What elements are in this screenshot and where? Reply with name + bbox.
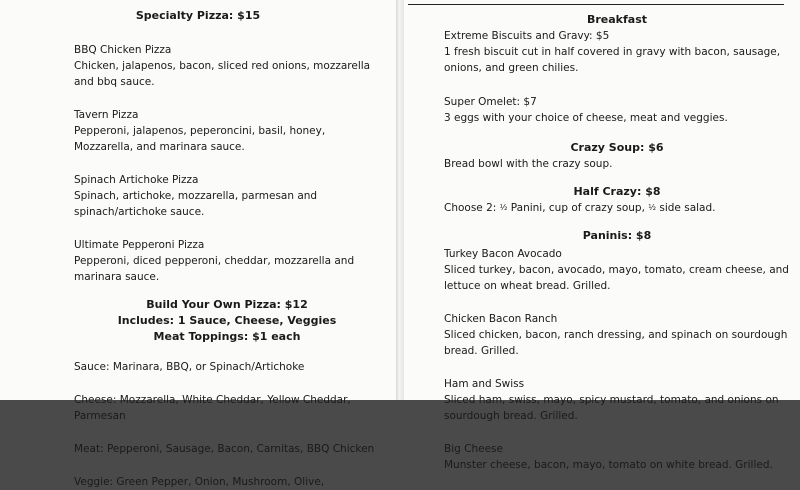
half-crazy-part-b: side salad. [656, 202, 716, 214]
pizza-description: Pepperoni, jalapenos, peperoncini, basil, honey, Mozzarella, and marinara sauce. [74, 125, 326, 153]
item-description: 3 eggs with your choice of cheese, meat and veggies. [444, 112, 728, 124]
panini-description: Sliced chicken, bacon, ranch dressing, and spinach on sourdough bread. Grilled. [444, 329, 788, 357]
panini-name: Big Cheese [444, 443, 503, 455]
sauce-options: Sauce: Marinara, BBQ, or Spinach/Artichoke [74, 361, 305, 373]
panini-name: Chicken Bacon Ranch [444, 313, 558, 325]
half-crazy-prefix: Choose 2: [444, 202, 500, 214]
pizza-name: Ultimate Pepperoni Pizza [74, 239, 205, 251]
crazy-soup-heading: Crazy Soup: $6 [570, 141, 664, 154]
item-name: Extreme Biscuits and Gravy: $5 [444, 30, 610, 42]
cheese-options: Cheese: Mozzarella, White Cheddar, Yellow Cheddar, Parmesan [74, 394, 351, 422]
pizza-item-spinach-artichoke [74, 172, 380, 220]
meat-toppings-price: Meat Toppings: $1 each [153, 330, 301, 343]
panini-description: Munster cheese, bacon, mayo, tomato on white bread. Grilled. [444, 459, 773, 471]
half-crazy-heading: Half Crazy: $8 [573, 185, 661, 198]
pizza-description: Pepperoni, diced pepperoni, cheddar, mozzarella and marinara sauce. [74, 255, 355, 283]
half-crazy-description [444, 200, 790, 216]
breakfast-heading: Breakfast [586, 13, 648, 26]
panini-name: Ham and Swiss [444, 378, 525, 390]
meat-options: Meat: Pepperoni, Sausage, Bacon, Carnitas, BBQ Chicken [74, 443, 375, 455]
pizza-item-tavern [74, 107, 380, 155]
panini-name: Turkey Bacon Avocado [444, 248, 562, 260]
pizza-item-bbq-chicken [74, 42, 380, 90]
panini-turkey-bacon-avocado [444, 246, 790, 294]
pizza-item-ultimate-pepperoni [74, 237, 380, 285]
panini-description: Sliced turkey, bacon, avocado, mayo, tomato, cream cheese, and lettuce on wheat bread. Grilled. [444, 264, 789, 292]
build-your-own-includes: Includes: 1 Sauce, Cheese, Veggies [117, 314, 337, 327]
pizza-name: Tavern Pizza [74, 109, 139, 121]
panini-big-cheese [444, 441, 790, 473]
panini-chicken-bacon-ranch [444, 311, 790, 359]
fraction-half: ½ [648, 203, 657, 212]
page-gutter [396, 0, 404, 400]
menu-page-right [404, 0, 800, 471]
pizza-description: Chicken, jalapenos, bacon, sliced red onions, mozzarella and bbq sauce. [74, 60, 371, 88]
paninis-heading: Paninis: $8 [582, 229, 652, 242]
pizza-description: Spinach, artichoke, mozzarella, parmesan and spinach/artichoke sauce. [74, 190, 318, 218]
omelet-item [444, 94, 790, 126]
fraction-half: ½ [499, 203, 508, 212]
divider-line [408, 4, 784, 5]
specialty-pizza-heading: Specialty Pizza: $15 [135, 9, 261, 22]
panini-description: Sliced ham, swiss, mayo, spicy mustard, tomato, and onions on sourdough bread. Grilled. [444, 394, 779, 422]
menu-page-left [0, 0, 396, 488]
half-crazy-part-a: Panini, cup of crazy soup, [507, 202, 649, 214]
veggie-options: Veggie: Green Pepper, Onion, Mushroom, Olive, [74, 476, 325, 488]
crazy-soup-description: Bread bowl with the crazy soup. [444, 158, 613, 170]
pizza-name: BBQ Chicken Pizza [74, 44, 172, 56]
item-description: 1 fresh biscuit cut in half covered in gravy with bacon, sausage, onions, and green chilies. [444, 46, 781, 74]
build-your-own-section [74, 297, 380, 345]
build-your-own-heading: Build Your Own Pizza: $12 [146, 298, 308, 311]
panini-ham-and-swiss [444, 376, 790, 424]
pizza-name: Spinach Artichoke Pizza [74, 174, 199, 186]
biscuits-item [444, 28, 790, 76]
item-name: Super Omelet: $7 [444, 96, 537, 108]
